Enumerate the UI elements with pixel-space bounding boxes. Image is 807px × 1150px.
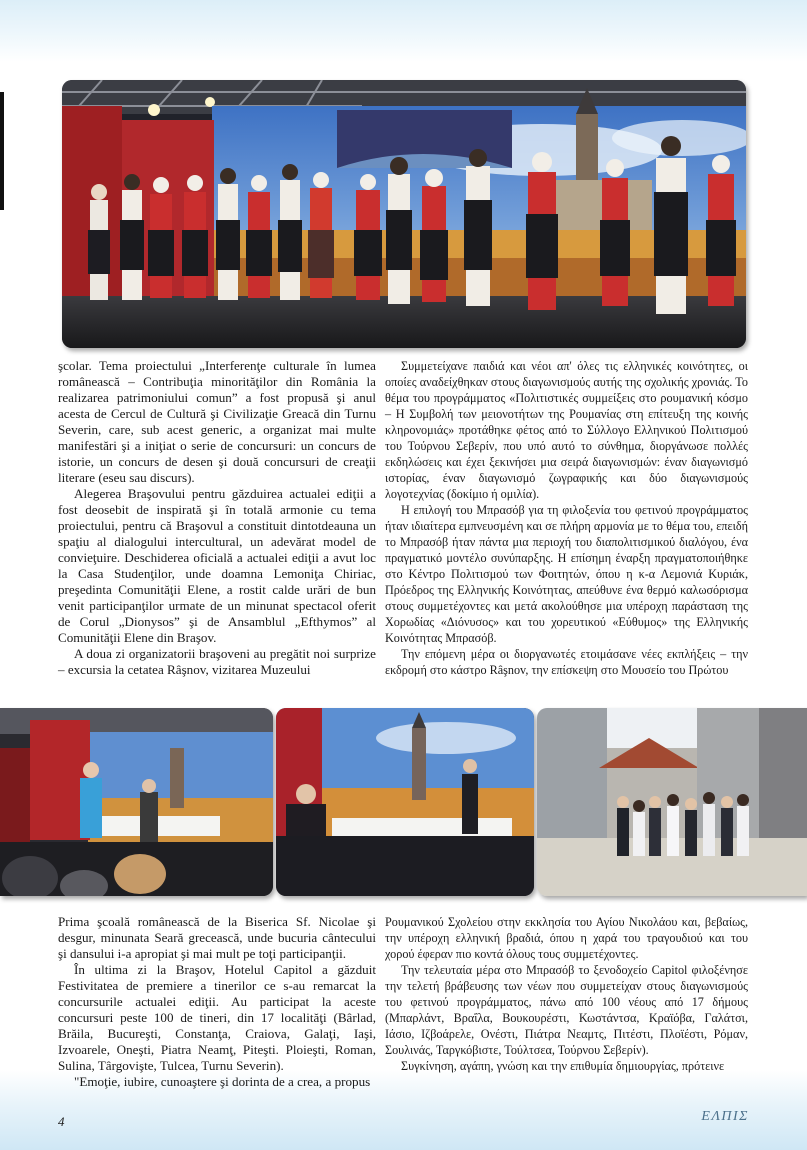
gr-paragraph-emotion-quote: Συγκίνηση, αγάπη, γνώση και την επιθυμία δημιουργίας, πρότεινε [401,1059,725,1073]
gr-paragraph-participants: Συμμετείχανε παιδιά και νέοι απ' όλες τις ελληνικές κοινότητες, οι οποίες αναδείχθηκαν στους διαγωνισμούς αυτής της σχολικής χρονιάς. Το θέμα του προγράμματος «Πολιτιστικές συμμείξεις στο ρουμανική κόσμο – Η Συμβολή των μειονοτήτων της Ρουμανίας στη επίτευξη της κοινής κληρονομιάς» προτάθηκε φέτος από το Σύλλογο Ελληνικού Πολιτισμού του Τούρνου Σεβερίν, που υπό αυτό το σύνθημα, διοργάνωσε πολλές εκδηλώσεις και έχει ξεκινήσει μια σειρά διαγωνισμών: έναν διαγωνισμό ιστορίας, έναν διαγωνισμό ζωγραφικής και δύο διαγωνισμούς λογοτεχνίας (δοκίμιο ή ομιλία). [385,359,748,501]
left-edge-mark [0,92,4,210]
ro-paragraph-brasov-choice: Alegerea Braşovului pentru găzduirea actualei ediţii a fost deosebit de inspirată şi în totală armonie cu tema proiectului, pentru că Braşovul a constituit dintotdeauna un spaţiu al dialogului intercultural, un adevărat model de convieţuire. Deschiderea oficială a actualei ediţii a avut loc la Casa Studenţilor, unde doamna Lemoniţa Chiriac, preşedinta Comunităţii Elene, a rostit calde urări de bun venit participanţilor urmate de un minunat spectacol oferit de Corul „Dionysos” şi de Ansamblul „Efthymos” al Comunităţii Elene din Braşov. [58,486,376,645]
ro-paragraph-second-day: A doua zi organizatorii braşoveni au pregătit noi surprize – excursia la cetatea Râşnov, vizitarea Muzeului [58,646,376,677]
ceremony-speaker-on-stage-photo [0,708,273,896]
gr-paragraph-brasov-choice: Η επιλογή του Μπρασόβ για τη φιλοξενία του φετινού προγράμματος ήταν ιδιαίτερα εμπνευσμένη και σε πλήρη αρμονία με το θέμα του, επειδή το Μπρασόβ ήταν πάντα μια περιοχή του διαπολιτισμικού διαλόγου, ένα πραγματικό μοντέλο συνύπαρξης. Η επίσημη έναρξη πραγματοποιήθηκε στο Κέντρο Πολιτισμού των Φοιτητών, όπου η κ-α Λεμονιά Κυριάκ, Πρόεδρος της Ελληνικής Κοινότητας, απεύθυνε ένα θερμό καλωσόρισμα στους συμμετέχοντες και μετά ακολούθησε μια υπέροχη παράσταση της Χορωδίας «Διόνυσος» και του χορευτικού «Εύθυμος» της Ελληνικής Κοινότητας Μπρασόβ. [385,503,748,645]
romanian-text-column-top [58,358,376,678]
gr-paragraph-greek-evening: Ρουμανικού Σχολείου στην εκκλησία του Αγίου Νικολάου και, βεβαίως, την υπέροχη ελληνική βραδιά, όπου η χαρά του τραγουδιού και του χορού έφεραν πιο κοντά όλους τους συμμετέχοντες. [385,915,748,961]
magazine-title: ΕΛΠΙΣ [701,1109,749,1124]
ro-paragraph-greek-evening: Prima şcoală românească de la Biserica Sf. Nicolae şi desgur, minunata Seară grecească, unde bucuria cântecului şi dansului i-a apropiat şi mai mult pe toţi participanţii. [58,914,376,961]
page-number: 4 [58,1114,65,1129]
students-visiting-rasnov-fortress-photo [537,708,807,896]
gr-paragraph-next-day: Την επόμενη μέρα οι διοργανωτές ετοιμάσανε νέες εκπλήξεις – την εκδρομή στο κάστρο Râşnov, την επίσκεψη στο Μουσείο του Πρώτου [385,647,748,677]
greek-text-column-bottom [385,914,748,1074]
romanian-text-column-bottom [58,914,376,1090]
folk-dance-group-on-stage-photo [62,80,746,348]
ro-paragraph-project-theme: şcolar. Tema proiectului „Interferenţe culturale în lumea românească – Contribuţia minorităţilor din România la realizarea patrimoniului comun” a fost propusă şi anul acesta de Cercul de Cultură şi Civilizaţie Greacă din Turnu Severin, care, sub acest generic, a organizat mai multe manifestări şi a iniţiat o serie de concursuri: un concurs de istorie, un concurs de desen şi două concursuri de creaţii literare (eseu sau discurs). [58,358,376,485]
ro-paragraph-emotion-quote: "Emoţie, iubire, cunoaştere şi dorinta de a crea, a propus [74,1074,371,1089]
ro-paragraph-awards-ceremony: În ultima zi la Braşov, Hotelul Capitol a găzduit Festivitatea de premiere a tinerilor ce s-au remarcat la concursurile actualei ediţii. Au participat la aceste concursuri peste 100 de tineri, din 17 localităţi (Bârlad, Brăila, Bucureşti, Constanţa, Craiova, Galaţi, Iaşi, Izvoarele, Oneşti, Piatra Neamţ, Piteşti. Ploieşti, Roman, Sulina, Târgovişte, Tulcea, Turnu Severin). [58,962,376,1073]
gr-paragraph-awards-ceremony: Την τελευταία μέρα στο Μπρασόβ το ξενοδοχείο Capitol φιλοξένησε την τελετή βράβευσης των νέων που συμμετείχαν στους διαγωνισμούς του φετινού προγράμματος, πάνω από 100 νέους από 17 δήμους (Μπαρλάντ, Βραΐλα, Βουκουρέστι, Κωστάντσα, Κραϊόβα, Γαλάτσι, Ιάσιο, Ιζβοάρελε, Ονέστι, Πιάτρα Νεαμτς, Πιτέστι, Πλοϊέστι, Ρόμαν, Σουλινάς, Ταργκόβιστε, Τούλτσεα, Τούρνου Σεβερίν). [385,963,748,1057]
top-decorative-band [0,0,807,62]
greek-text-column-top [385,358,748,678]
jury-table-on-stage-photo [276,708,534,896]
